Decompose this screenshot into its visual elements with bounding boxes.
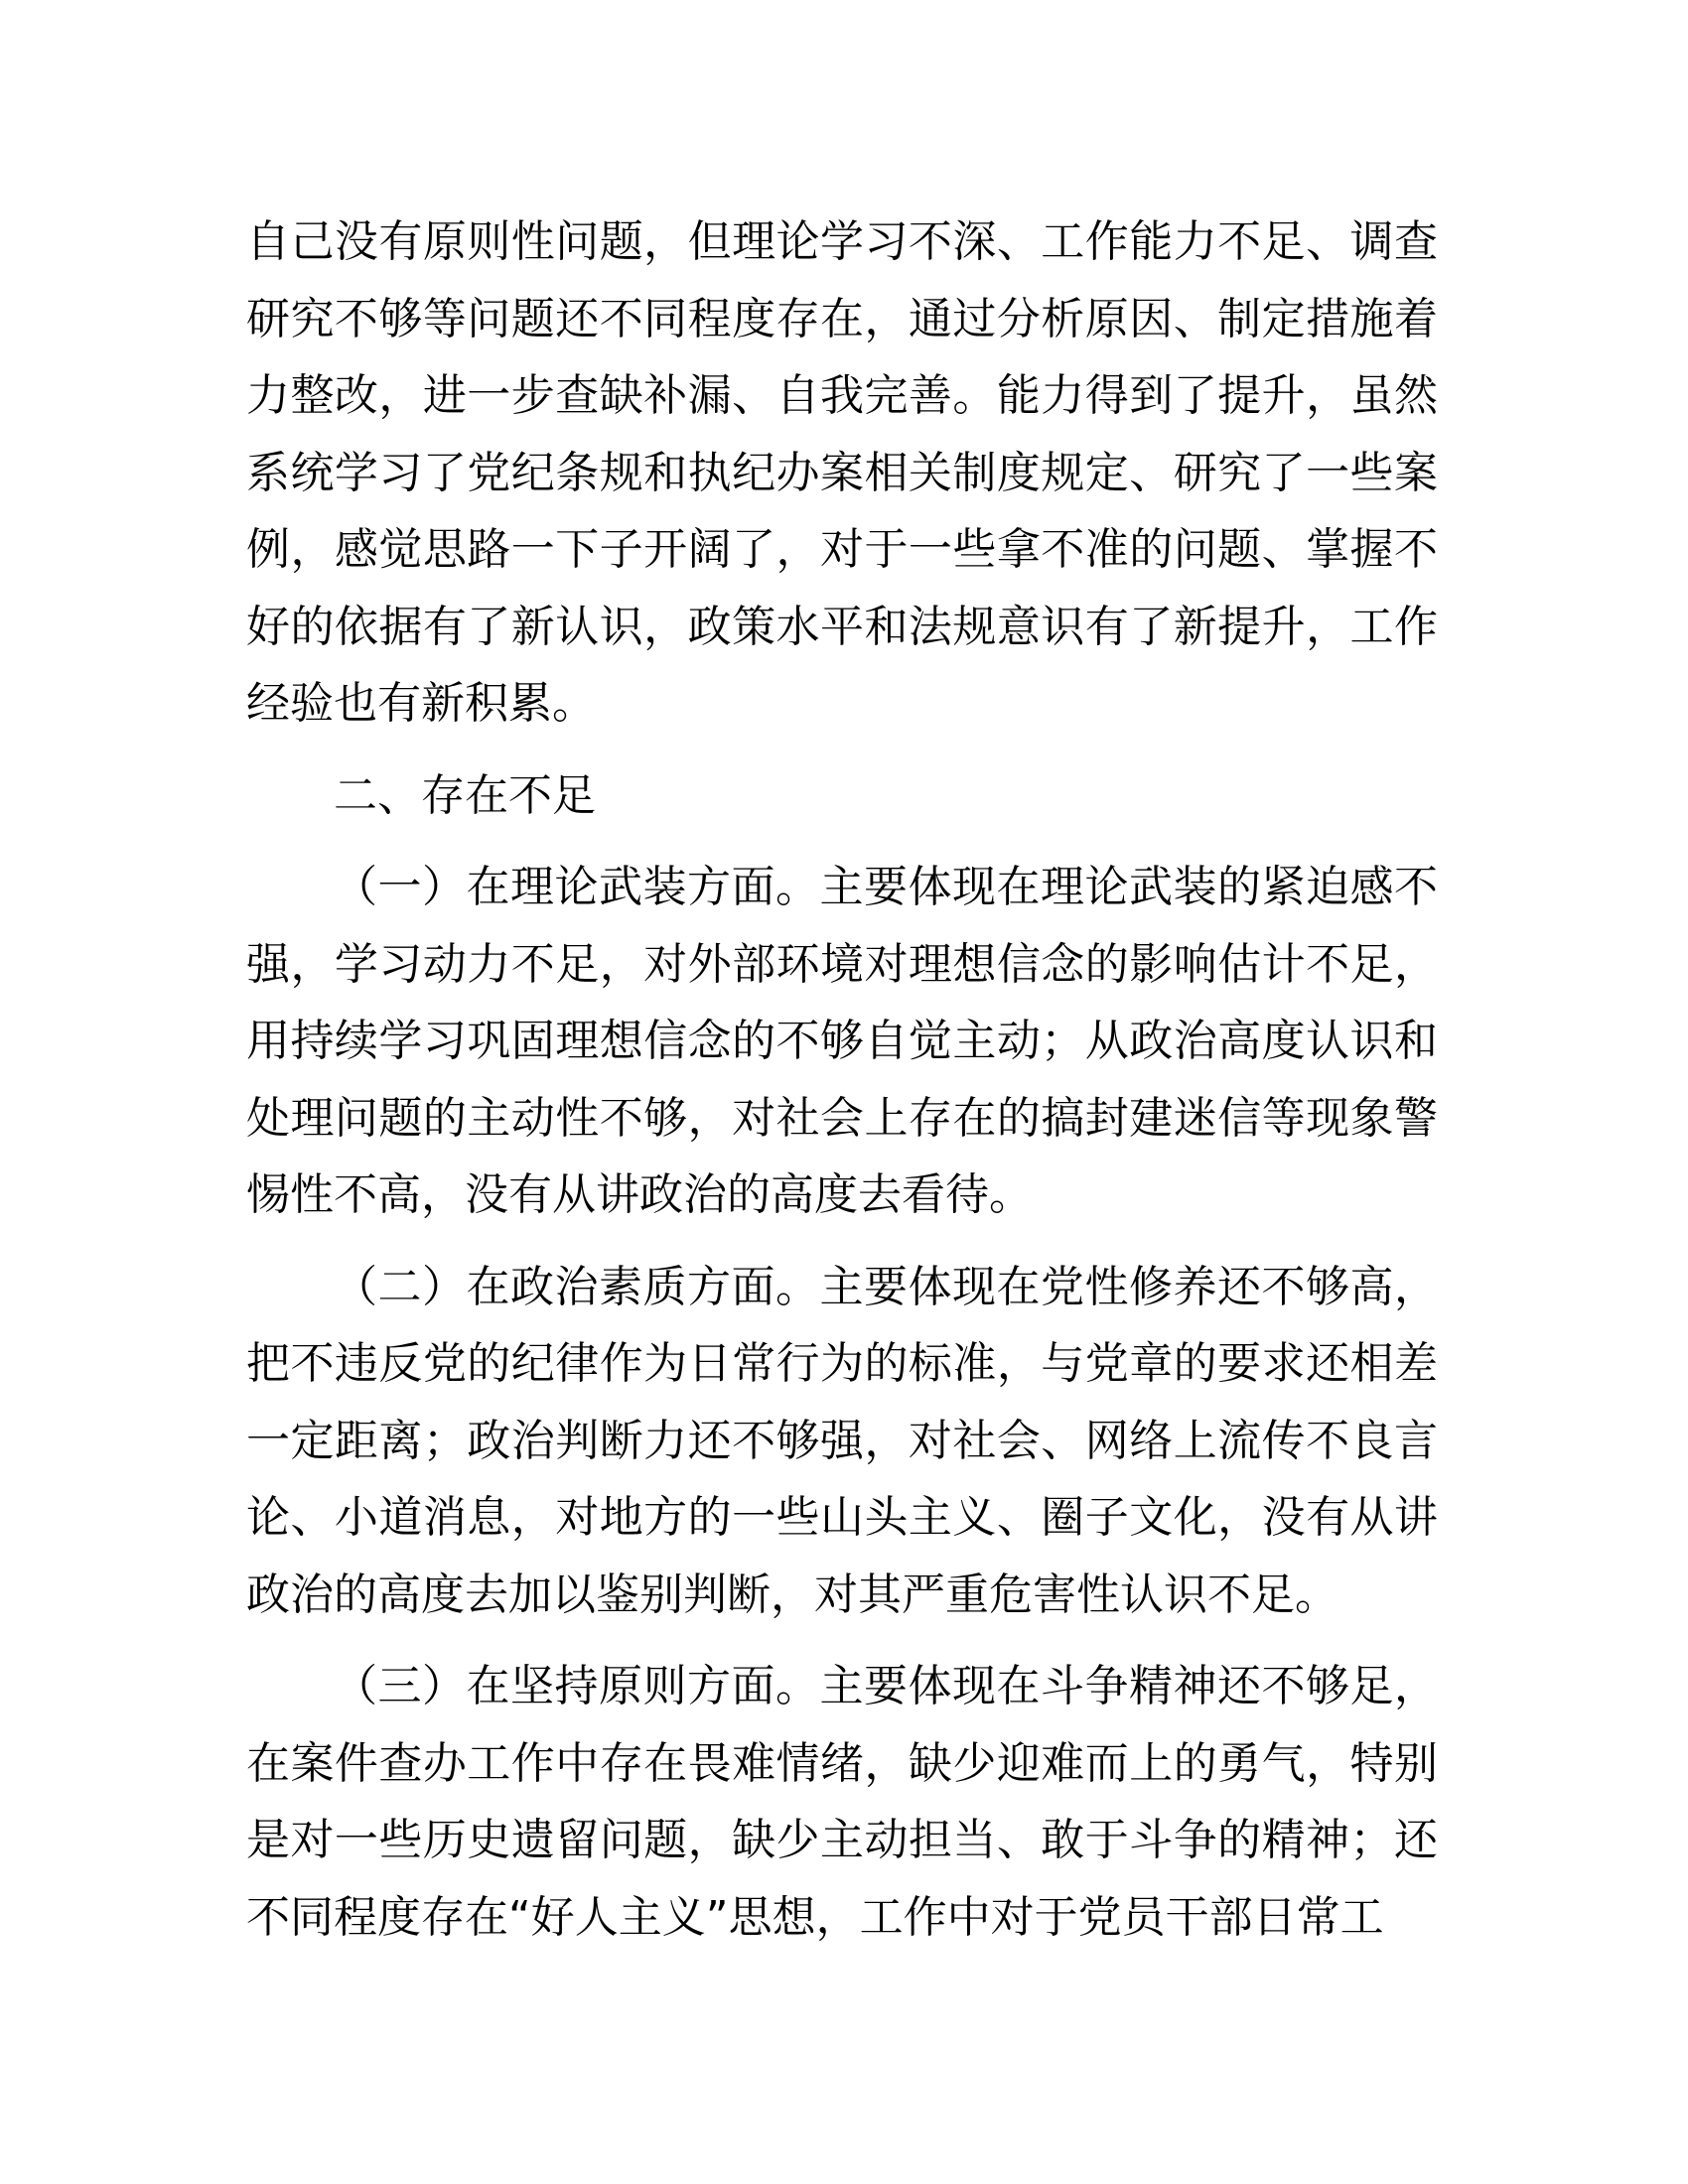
paragraph-section-three: （三）在坚持原则方面。主要体现在斗争精神还不够足，在案件查办工作中存在畏难情绪，缺少迎难而上的勇气，特别是对一些历史遗留问题，缺少主动担当、敢于斗争的精神；还不同程度存在“好人主义”思想，工作中对于党员干部日常工 — [246, 1661, 1438, 1943]
paragraph-section-two: （二）在政治素质方面。主要体现在党性修养还不够高，把不违反党的纪律作为日常行为的标准，与党章的要求还相差一定距离；政治判断力还不够强，对社会、网络上流传不良言论、小道消息，对地方的一些山头主义、圈子文化，没有从讲政治的高度去加以鉴别判断，对其严重危害性认识不足。 — [246, 1261, 1438, 1620]
paragraph-continuation: 自己没有原则性问题，但理论学习不深、工作能力不足、调查研究不够等问题还不同程度存在，通过分析原因、制定措施着力整改，进一步查缺补漏、自我完善。能力得到了提升，虽然系统学习了党纪条规和执纪办案相关制度规定、研究了一些案例，感觉思路一下子开阔了，对于一些拿不准的问题、掌握不好的依据有了新认识，政策水平和法规意识有了新提升，工作经验也有新积累。 — [246, 216, 1438, 729]
paragraph-section-one: （一）在理论武装方面。主要体现在理论武装的紧迫感不强，学习动力不足，对外部环境对理想信念的影响估计不足，用持续学习巩固理想信念的不够自觉主动；从政治高度认识和处理问题的主动性不够，对社会上存在的搞封建迷信等现象警惕性不高，没有从讲政治的高度去看待。 — [246, 862, 1438, 1220]
section-heading: 二、存在不足 — [334, 769, 596, 821]
page-content — [246, 204, 1438, 1956]
